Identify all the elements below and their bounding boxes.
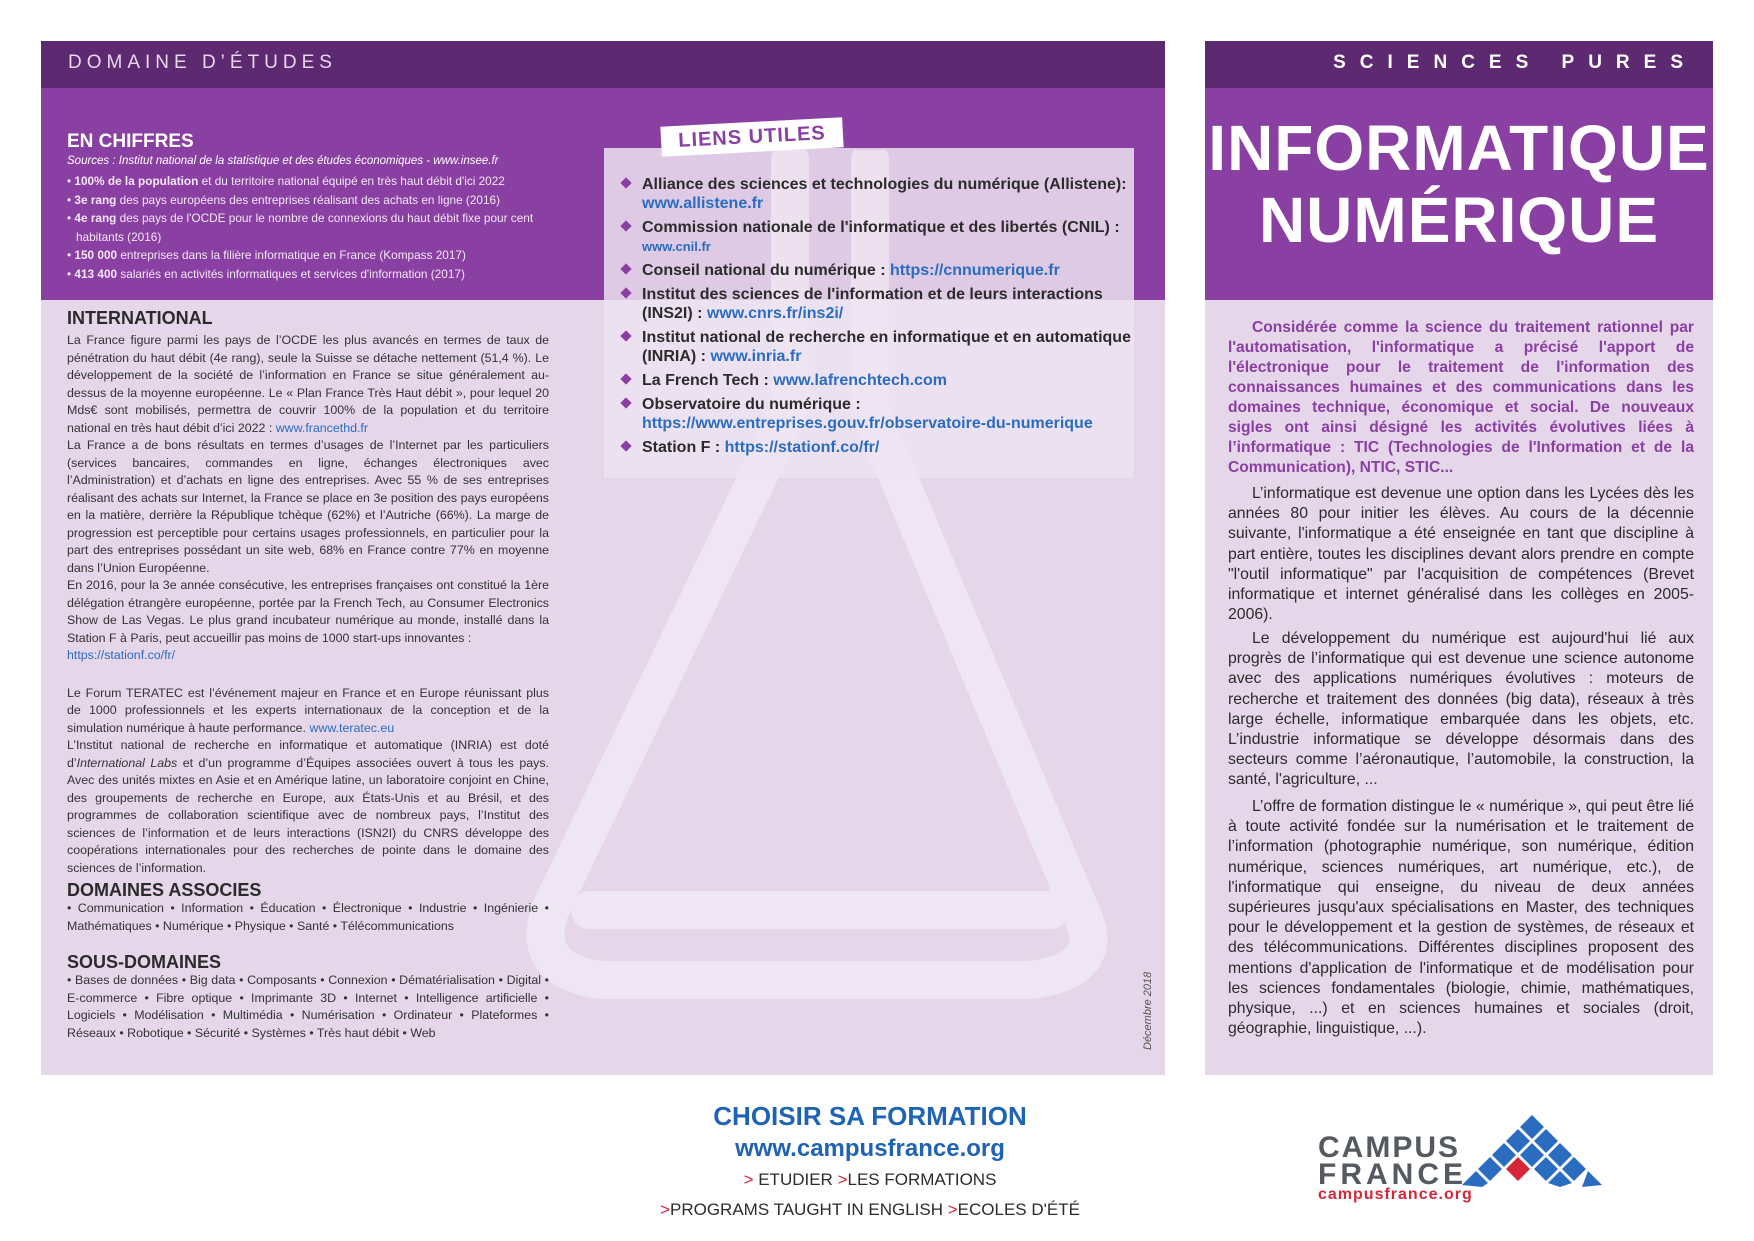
page-title: INFORMATIQUE NUMÉRIQUE — [1208, 112, 1710, 256]
ecoles-ete-link[interactable]: ECOLES D'ÉTÉ — [957, 1200, 1080, 1219]
body-paragraph-1: L’informatique est devenue une option dans les Lycées dès les années 80 pour initier les élèves. Au cours de la décennie suivante, l'informatique a été enseignée en tant que discipline à part entière, toutes les disciplines devant alors prendre en compte "l'outil informatique" par l'acquisition de compétences (Brevet informatique et internet généralisé dans les collèges en 2005-2006). — [1228, 485, 1694, 624]
etudier-link[interactable]: ETUDIER — [753, 1170, 838, 1189]
right-header — [1205, 41, 1713, 88]
ins2i-link[interactable]: www.cnrs.fr/ins2i/ — [706, 305, 844, 322]
diamond-bullet-icon — [620, 330, 631, 341]
liens-list — [620, 175, 1135, 462]
inria-link[interactable]: www.inria.fr — [710, 348, 802, 365]
domain-label: DOMAINE D’ÉTUDES — [68, 52, 337, 73]
link-item-stationf: Station F : https://stationf.co/fr/ — [620, 438, 1135, 457]
left-header — [41, 41, 1165, 88]
teratec-link[interactable]: www.teratec.eu — [309, 720, 395, 735]
frenchtech-link[interactable]: www.lafrenchtech.com — [773, 372, 947, 389]
stationf-liens-link[interactable]: https://stationf.co/fr/ — [724, 439, 880, 456]
logo-url: campusfrance.org — [1318, 1186, 1473, 1203]
diamond-bullet-icon — [620, 397, 631, 408]
date-label: Décembre 2018 — [1142, 971, 1154, 1050]
logo-text-campus: CAMPUS — [1318, 1131, 1461, 1164]
stationf-link[interactable]: https://stationf.co/fr/ — [67, 648, 176, 662]
observatoire-link[interactable]: https://www.entreprises.gouv.fr/observatoire-du-numerique — [642, 415, 1093, 432]
link-item-frenchtech: La French Tech : www.lafrenchtech.com — [620, 371, 1135, 390]
cta-url-link[interactable]: www.campusfrance.org — [735, 1135, 1005, 1162]
cnnumerique-link[interactable]: https://cnnumerique.fr — [890, 262, 1060, 279]
logo-text-france: FRANCE — [1318, 1158, 1467, 1191]
formations-link[interactable]: LES FORMATIONS — [847, 1170, 997, 1189]
sous-domaines-body: • Bases de données • Big data • Composants • Connexion • Dématérialisation • Digital • E-commerce • Fibre optique • Imprimante 3D • Internet • Intelligence artificielle • Logiciels • Modélisation • Multimédia • Numérisation • Ordinateur • Plateformes • Réseaux • Robotique • Sécurité • Systèmes • Très haut débit • Web — [67, 973, 549, 1040]
list-item: • 3e rang des pays européens des entreprises réalisant des achats en ligne (2016) — [67, 192, 501, 207]
sous-domaines-title: SOUS-DOMAINES — [67, 952, 222, 972]
campus-france-logo-icon — [1462, 1115, 1602, 1195]
diamond-bullet-icon — [620, 263, 631, 274]
cta-title: CHOISIR SA FORMATION — [713, 1101, 1027, 1131]
francethd-link[interactable]: www.francethd.fr — [275, 420, 368, 435]
diamond-bullet-icon — [620, 373, 631, 384]
diamond-bullet-icon — [620, 177, 631, 188]
chiffres-source: Sources : Institut national de la statistique et des études économiques - www.insee.fr — [67, 155, 499, 167]
domaines-title: DOMAINES ASSOCIES — [67, 880, 262, 900]
chiffres-list — [67, 172, 547, 283]
domaines-body: • Communication • Information • Éducation • Électronique • Industrie • Ingénierie • Mathématiques • Numérique • Physique • Santé • Télécommunications — [67, 901, 549, 933]
body-paragraph-3: L’offre de formation distingue le « numérique », qui peut être lié à toute activité fondée sur la numérisation et le traitement de l’information (photographie numérique, son numérique, édition numérique, sciences numériques, art numérique, etc.), de l'informatique qui enseigne, du niveau de deux années supérieures jusqu'aux spécialisations en Master, des techniques pour le développement et la gestion de systèmes, de réseaux et des télécommunications. Différentes disciplines proposent des mentions d'application de l'informatique et de modélisation pour les sciences fondamentales (biologie, chimie, mathématiques, physique, ...) et en sciences humaines et sociales (droit, géographie, linguistique, ...). — [1228, 798, 1694, 1038]
category-label: SCIENCES PURES — [1333, 52, 1697, 73]
programs-english-link[interactable]: PROGRAMS TAUGHT IN ENGLISH — [670, 1200, 948, 1219]
intro-paragraph: Considérée comme la science du traitement rationnel par l'automatisation, l'informatique a précisé l'apport de l'électronique pour le traitement de l'information des connaissances humaines et des communications dans les domaines technique, économique et social. De nouveaux sigles ont ainsi désigné les activités évolutives liées à l’informatique : TIC (Technologies de l'Information et de la Communication), NTIC, STIC... — [1228, 319, 1694, 476]
international-title: INTERNATIONAL — [67, 308, 213, 328]
allistene-link[interactable]: www.allistene.fr — [642, 195, 764, 212]
body-paragraph-2: Le développement du numérique est aujourd'hui lié aux progrès de l’informatique qui est devenue une science autonome avec des applications numériques évolutives : moteurs de recherche et traitement des données (big data), réseaux à très large échelle, informatique embarquée dans les objets, etc. L’industrie informatique se développe désormais dans des secteurs comme l’aéronautique, l’automobile, la construction, la santé, l'agriculture, ... — [1228, 630, 1694, 789]
list-item: • 100% de la population et du territoire national équipé en très haut débit d'ici 2022 — [67, 174, 505, 188]
link-item-cnnumerique: Conseil national du numérique : https://cnnumerique.fr — [620, 261, 1135, 280]
link-item-inria: Institut national de recherche en informatique et en automatique (INRIA) : www.inria.fr — [620, 328, 1135, 366]
chiffres-title: EN CHIFFRES — [67, 131, 194, 152]
list-item: • 413 400 salariés en activités informatiques et services d'information (2017) — [67, 266, 465, 281]
list-item: • 4e rang des pays de l'OCDE pour le nombre de connexions du haut débit fixe pour cent habitants (2016) — [67, 211, 534, 244]
list-item: • 150 000 entreprises dans la filière informatique en France (Kompass 2017) — [67, 248, 466, 262]
international-body: La France figure parmi les pays de l’OCDE les plus avancés en termes de taux de pénétration du haut débit (4e rang), seule la Suisse se détache nettement (51,4 %). Le développement de la société de l’information en France se situe généralement au-dessus de la moyenne européenne. Le « Plan France Très Haut débit », pour lequel 20 Mds€ sont mobilisés, permettra de couvrir 100% de la population et du territoire national en très haut débit d’ici 2022 : www.francethd.fr La France a de bons résultats en termes d’usages de l’Internet par les particuliers (services bancaires, commandes en ligne, échanges électroniques avec l’Administration) et d’achats en ligne des entreprises. Avec 55 % de ses entreprises réalisant des achats sur Internet, la France se place en 3e position des pays européens en la matière, derrière la République tchèque (62%) et l’Autriche (66%). La marge de progression est perceptible pour certains usages professionnels, en particulier pour la part des entreprises possédant un site web, 68% en France contre 77% en moyenne dans l’Union Européenne. En 2016, pour la 3e année consécutive, les entreprises françaises ont constitué la 1ère délégation étrangère européenne, portée par la French Tech, au Consumer Electronics Show de Las Vegas. Le plus grand incubateur numérique au monde, installé dans la Station F à Paris, peut accueillir pas moins de 1000 start-ups innovantes : https://stationf.co/fr/ Le Forum TERATEC est l’événement majeur en France et en Europe réunissant plus de 1000 professionnels et les experts internationaux de la conception et de la simulation numérique à haute performance. www.teratec.eu L’Institut national de recherche en informatique et automatique (INRIA) est doté d’International Labs et d’un programme d’Équipes associées ouvert à tous les pays. Avec des unités mixtes en Asie et en Amérique latine, un laboratoire conjoint en Chine, des groupements de recherche en Europe, aux États-Unis et au Brésil, et des programmes de collaboration scientifique avec de nombreux pays, l’Institut des sciences de l’information et de leurs interactions (ISN2I) du CNRS développe des coopérations internationales pour des recherches de pointe dans le domaine des sciences de l’information. — [67, 333, 549, 875]
link-item-allistene: Alliance des sciences et technologies du numérique (Allistene): www.allistene.fr — [620, 175, 1135, 213]
link-item-observatoire: Observatoire du numérique : https://www.entreprises.gouv.fr/observatoire-du-numerique — [620, 395, 1135, 433]
link-item-cnil: Commission nationale de l'informatique et des libertés (CNIL) : www.cnil.fr — [620, 218, 1135, 256]
diamond-bullet-icon — [620, 287, 631, 298]
link-item-ins2i: Institut des sciences de l'information et de leurs interactions (INS2I) : www.cnrs.fr/ins2i/ — [620, 285, 1135, 323]
diamond-bullet-icon — [620, 220, 631, 231]
diamond-bullet-icon — [620, 440, 631, 451]
liens-title: LIENS UTILES — [677, 122, 827, 152]
cta-line-2: >PROGRAMS TAUGHT IN ENGLISH >ECOLES D'ÉTÉ — [660, 1200, 1080, 1219]
cta-line-1: > ETUDIER >LES FORMATIONS — [743, 1170, 997, 1189]
cnil-link[interactable]: www.cnil.fr — [642, 239, 711, 254]
